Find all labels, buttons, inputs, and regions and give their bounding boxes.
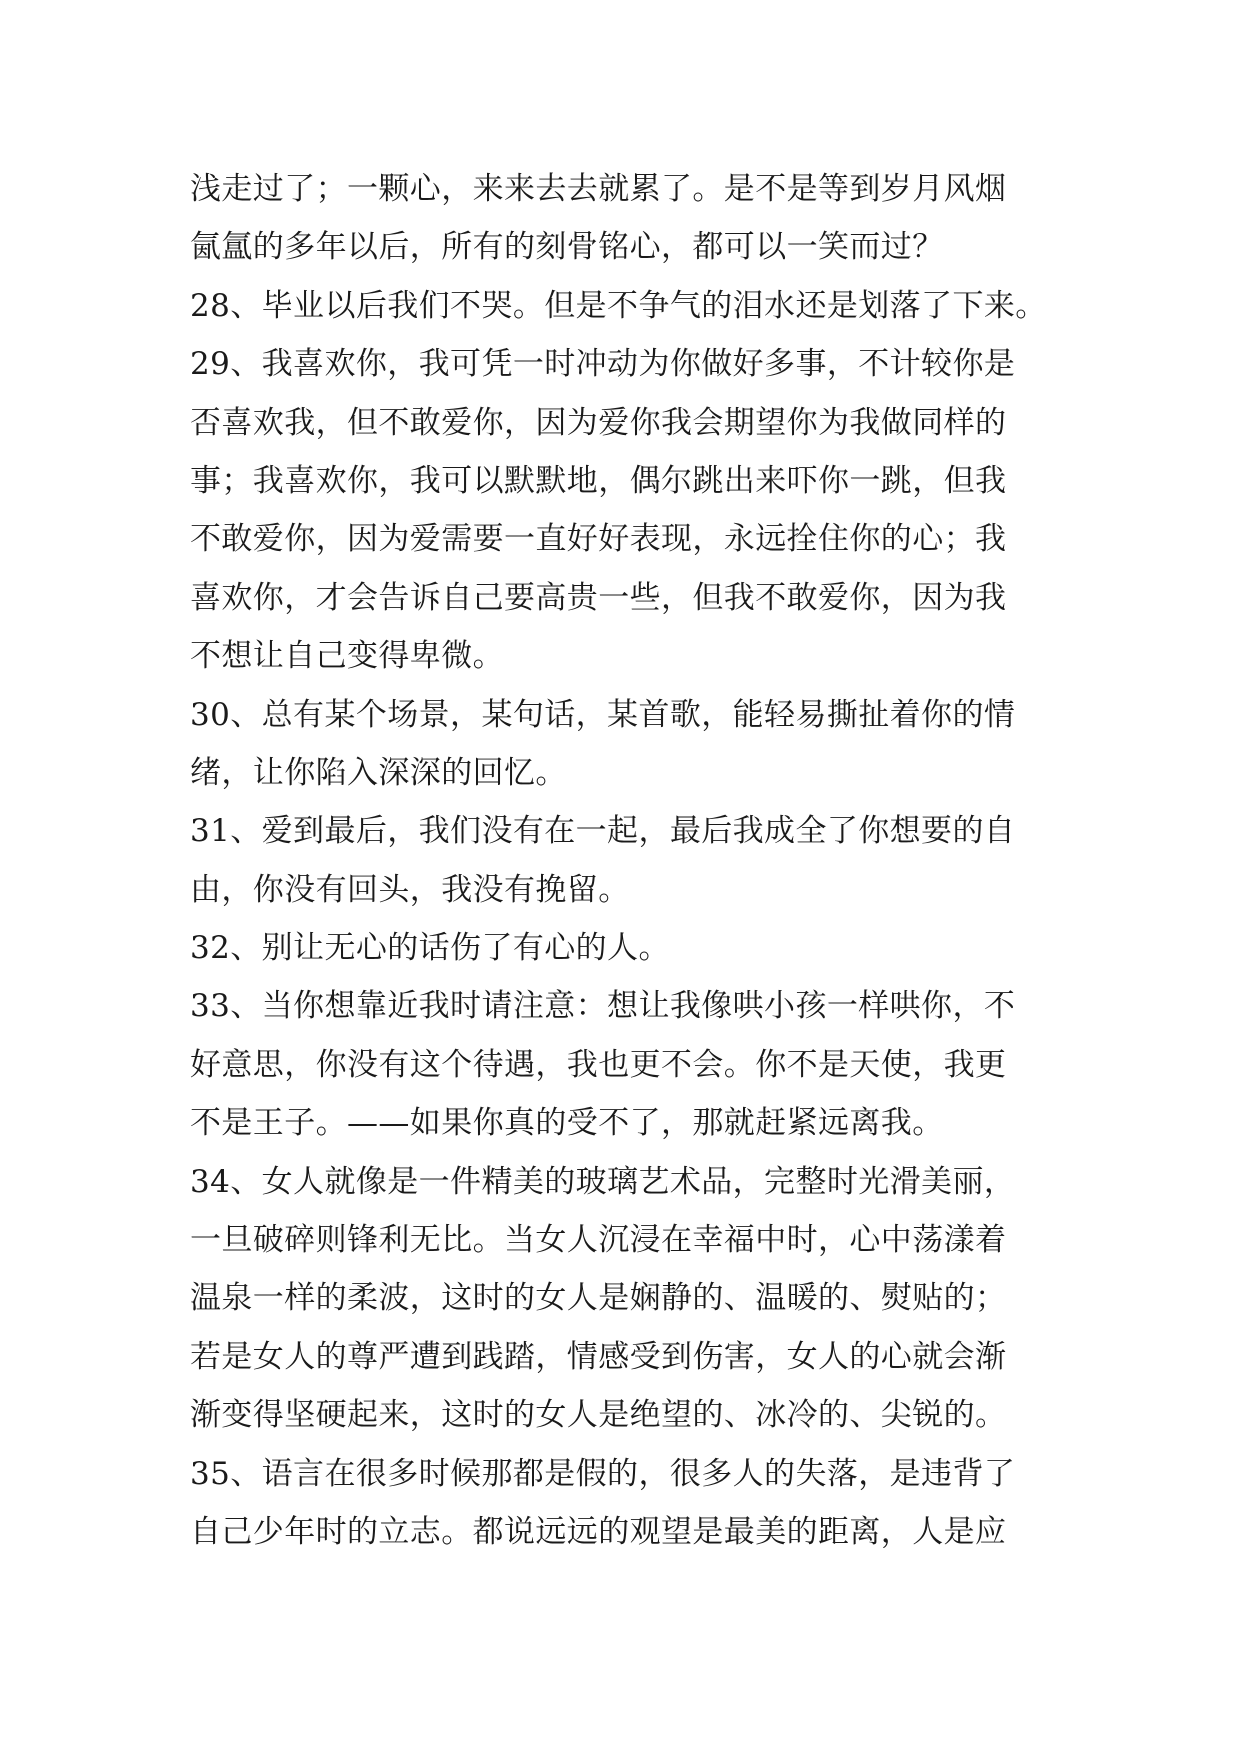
text-line: 31、爱到最后，我们没有在一起，最后我成全了你想要的自: [190, 813, 1016, 850]
text-line: 不敢爱你，因为爱需要一直好好表现，永远拴住你的心；我: [190, 521, 1007, 558]
text-line: 33、当你想靠近我时请注意：想让我像哄小孩一样哄你，不: [190, 988, 1016, 1025]
text-line: 否喜欢我，但不敢爱你，因为爱你我会期望你为我做同样的: [190, 404, 1007, 441]
text-line: 28、毕业以后我们不哭。但是不争气的泪水还是划落了下来。: [190, 287, 1047, 324]
text-line: 若是女人的尊严遭到践踏，情感受到伤害，女人的心就会渐: [190, 1338, 1007, 1375]
text-line: 事；我喜欢你，我可以默默地，偶尔跳出来吓你一跳，但我: [190, 462, 1007, 499]
text-line: 绪，让你陷入深深的回忆。: [190, 754, 567, 791]
text-line: 渐变得坚硬起来，这时的女人是绝望的、冰冷的、尖锐的。: [190, 1397, 1007, 1434]
text-line: 29、我喜欢你，我可凭一时冲动为你做好多事，不计较你是: [190, 346, 1016, 383]
text-line: 34、女人就像是一件精美的玻璃艺术品，完整时光滑美丽，: [190, 1163, 1016, 1200]
text-line: 35、语言在很多时候那都是假的，很多人的失落，是违背了: [190, 1455, 1016, 1492]
text-line: 不是王子。——如果你真的受不了，那就赶紧远离我。: [190, 1105, 944, 1142]
text-line: 喜欢你，才会告诉自己要高贵一些，但我不敢爱你，因为我: [190, 579, 1007, 616]
text-line: 不想让自己变得卑微。: [190, 638, 504, 675]
text-line: 由，你没有回头，我没有挽留。: [190, 871, 630, 908]
text-line: 浅走过了；一颗心，来来去去就累了。是不是等到岁月风烟: [190, 171, 1007, 207]
text-line: 好意思，你没有这个待遇，我也更不会。你不是天使，我更: [190, 1046, 1007, 1083]
text-line: 一旦破碎则锋利无比。当女人沉浸在幸福中时，心中荡漾着: [190, 1222, 1007, 1259]
text-line: 温泉一样的柔波，这时的女人是娴静的、温暖的、熨贴的；: [190, 1280, 1007, 1317]
text-line: 30、总有某个场景，某句话，某首歌，能轻易撕扯着你的情: [190, 696, 1016, 733]
text-line: 32、别让无心的话伤了有心的人。: [190, 930, 670, 967]
text-body: [190, 160, 1070, 1561]
text-line: 氤氲的多年以后，所有的刻骨铭心，都可以一笑而过？: [190, 229, 944, 266]
text-line: 自己少年时的立志。都说远远的观望是最美的距离，人是应: [190, 1513, 1007, 1550]
